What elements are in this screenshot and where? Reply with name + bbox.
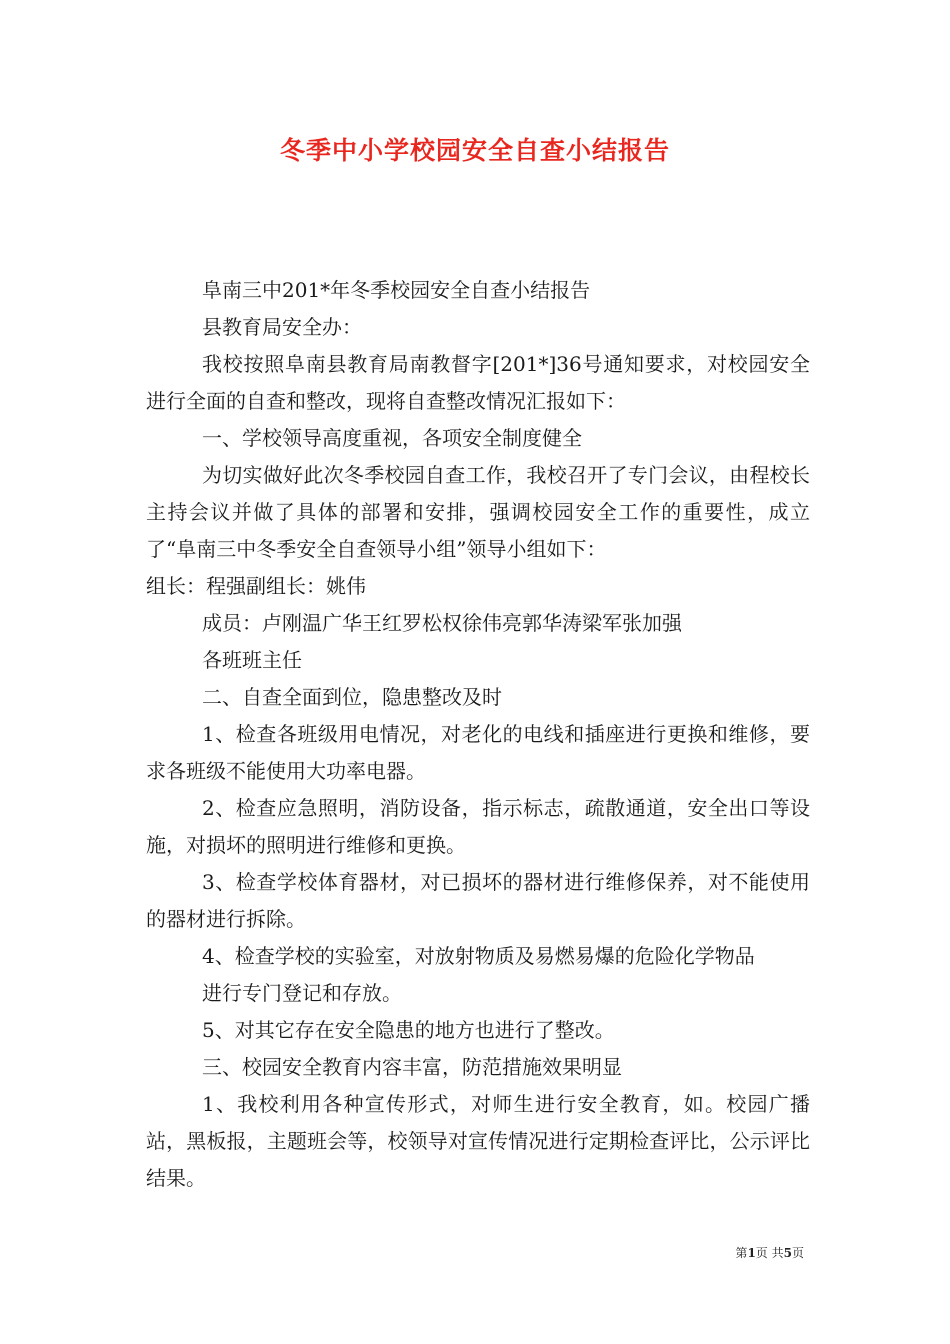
section-heading-1: 一、学校领导高度重视，各项安全制度健全 [202, 426, 582, 450]
page-footer [735, 1245, 804, 1261]
footer-suffix: 页 [791, 1246, 804, 1260]
paragraph-item-other: 5、对其它存在安全隐患的地方也进行了整改。 [202, 1018, 615, 1042]
paragraph-class-teachers: 各班班主任 [202, 648, 302, 672]
paragraph-item-publicity: 1、我校利用各种宣传形式，对师生进行安全教育，如。校园广播站，黑板报，主题班会等，校领导对宣传情况进行定期检查评比，公示评比结果。 [146, 1092, 810, 1190]
paragraph-item-lab: 4、检查学校的实验室，对放射物质及易燃易爆的危险化学物品 [202, 944, 755, 968]
section-heading-3: 三、校园安全教育内容丰富，防范措施效果明显 [202, 1055, 622, 1079]
paragraph-report-heading: 阜南三中201*年冬季校园安全自查小结报告 [202, 278, 591, 302]
paragraph-intro: 我校按照阜南县教育局南教督字[201*]36号通知要求，对校园安全进行全面的自查和整改，现将自查整改情况汇报如下： [146, 352, 810, 413]
footer-prefix: 第 [735, 1246, 748, 1260]
footer-middle: 页 共 [755, 1246, 784, 1260]
document-title: 冬季中小学校园安全自查小结报告 [279, 136, 670, 165]
paragraph-item-lab-cont: 进行专门登记和存放。 [202, 981, 402, 1005]
paragraph-item-emergency: 2、检查应急照明，消防设备，指示标志，疏散通道，安全出口等设施，对损坏的照明进行维修和更换。 [146, 796, 810, 857]
paragraph-leaders: 组长：程强副组长：姚伟 [146, 574, 366, 598]
paragraph-meeting: 为切实做好此次冬季校园自查工作，我校召开了专门会议，由程校长主持会议并做了具体的部署和安排，强调校园安全工作的重要性，成立了“阜南三中冬季安全自查领导小组”领导小组如下： [146, 463, 810, 561]
document-body [146, 272, 810, 1197]
paragraph-addressee: 县教育局安全办： [202, 315, 362, 339]
footer-total-pages: 5 [783, 1246, 792, 1260]
paragraph-members: 成员：卢刚温广华王红罗松权徐伟亮郭华涛梁军张加强 [202, 611, 682, 635]
paragraph-item-electric: 1、检查各班级用电情况，对老化的电线和插座进行更换和维修，要求各班级不能使用大功率电器。 [146, 722, 810, 783]
paragraph-item-sports: 3、检查学校体育器材，对已损坏的器材进行维修保养，对不能使用的器材进行拆除。 [146, 870, 810, 931]
section-heading-2: 二、自查全面到位，隐患整改及时 [202, 685, 502, 709]
footer-current-page: 1 [747, 1246, 756, 1260]
